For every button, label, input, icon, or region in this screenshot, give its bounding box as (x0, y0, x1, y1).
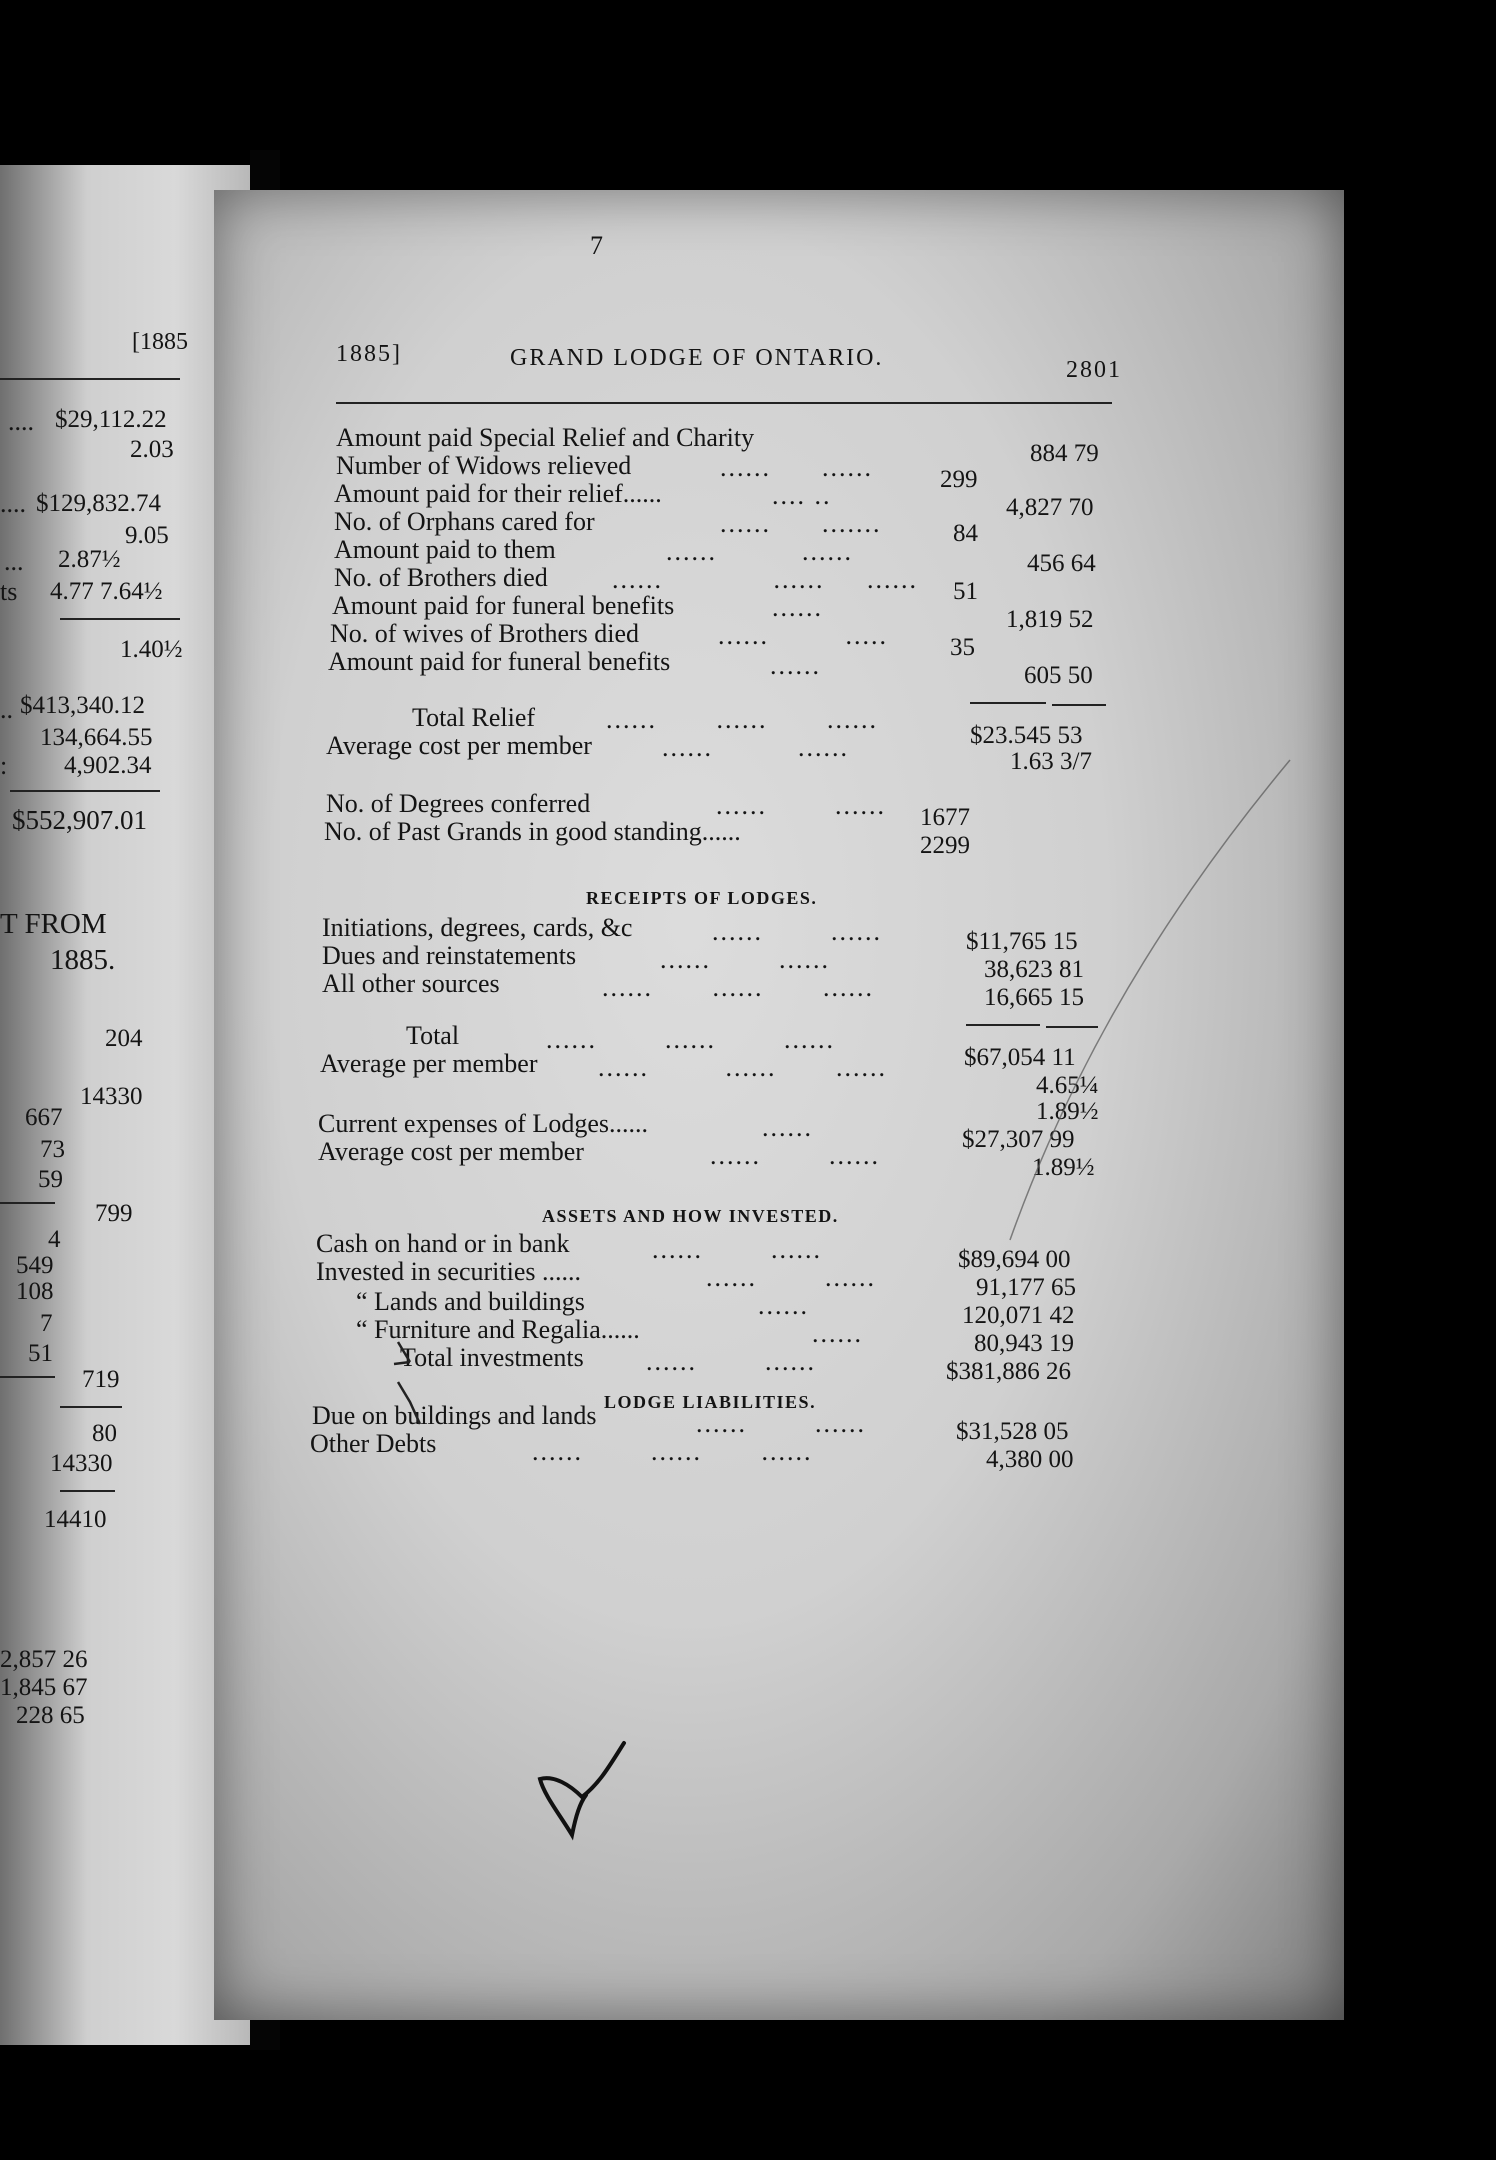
dot-leader: ...... ...... (662, 733, 849, 762)
left-line-label: : (0, 751, 8, 780)
dot-leader: ...... ...... (646, 1347, 816, 1376)
left-line-value: $29,112.22 (55, 406, 167, 433)
avg-per-member-amount: 4.65¼ (1036, 1072, 1099, 1099)
relief-label: Amount paid for funeral benefits (328, 647, 671, 676)
liability-amount: 4,380 00 (986, 1446, 1074, 1473)
sum-rule (1052, 704, 1106, 706)
left-rule (10, 790, 160, 792)
relief-label: Amount paid for their relief...... (334, 479, 662, 508)
left-line-value: $129,832.74 (36, 490, 161, 517)
receipts-total-amount: $67,054 11 (964, 1044, 1076, 1071)
left-line-value: $552,907.01 (12, 805, 147, 835)
avg-per-member-label: Average per member (320, 1049, 538, 1078)
dot-leader: ...... (770, 651, 821, 680)
left-line-label: .. (0, 695, 13, 724)
left-heading: 1885. (50, 944, 116, 976)
receipt-label: Dues and reinstatements (322, 941, 577, 970)
left-line-label: ts (0, 577, 18, 606)
asset-label: Cash on hand or in bank (316, 1229, 570, 1258)
liability-label: Other Debts (310, 1429, 437, 1458)
left-number: 549 (16, 1252, 54, 1279)
left-line-value: 4,902.34 (64, 752, 152, 779)
dot-leader: ...... (762, 1113, 813, 1142)
dot-leader: ...... ...... (706, 1263, 876, 1292)
asset-amount: 120,071 42 (962, 1302, 1075, 1329)
handwritten-mark (530, 1735, 640, 1855)
left-number: 719 (82, 1366, 120, 1393)
receipt-label: Initiations, degrees, cards, &c (322, 913, 633, 942)
past-grands-count: 2299 (920, 832, 970, 859)
left-rule (60, 1490, 115, 1492)
liability-label: Due on buildings and lands (312, 1401, 597, 1430)
left-line-value: 9.05 (125, 522, 169, 549)
relief-count: 299 (940, 466, 978, 493)
dot-leader: ...... ...... (716, 791, 886, 820)
dot-leader: ...... (812, 1319, 863, 1348)
left-number: 59 (38, 1166, 63, 1193)
receipt-label: All other sources (322, 969, 500, 998)
asset-label: Invested in securities ...... (316, 1257, 581, 1286)
left-number: 51 (28, 1340, 53, 1367)
left-number: 108 (16, 1278, 54, 1305)
dot-leader: ...... ...... (652, 1235, 822, 1264)
header-title: GRAND LODGE OF ONTARIO. (510, 345, 884, 371)
dot-leader: ...... ..... (718, 621, 888, 650)
left-header-year: [1885 (132, 329, 188, 355)
relief-count: 84 (953, 520, 978, 547)
relief-count: 35 (950, 634, 975, 661)
left-number: 4 (48, 1226, 61, 1253)
left-line-value: 1.40½ (120, 636, 183, 663)
relief-amount: 4,827 70 (1006, 494, 1094, 521)
left-number: 14330 (50, 1450, 113, 1477)
left-number: 2,857 26 (0, 1646, 88, 1673)
dot-leader: ...... ...... ...... (606, 705, 878, 734)
left-rule (0, 1202, 55, 1204)
pencil-arrow-mark (380, 1330, 460, 1430)
header-page-number: 2801 (1066, 357, 1122, 383)
asset-amount: $381,886 26 (946, 1358, 1071, 1385)
dot-leader: ...... ...... ...... (546, 1025, 835, 1054)
relief-label: Amount paid to them (334, 535, 556, 564)
relief-count: 51 (953, 578, 978, 605)
left-rule (60, 1406, 122, 1408)
dot-leader: ...... ...... (710, 1141, 880, 1170)
left-number: 228 65 (16, 1702, 85, 1729)
relief-label: Amount paid for funeral benefits (332, 591, 675, 620)
asset-amount: $89,694 00 (958, 1246, 1071, 1273)
avg-cost-label: Average cost per member (326, 731, 592, 760)
left-number: 799 (95, 1200, 133, 1227)
asset-label: “ Lands and buildings (356, 1287, 585, 1316)
relief-amount: 1,819 52 (1006, 606, 1094, 633)
dot-leader: ...... (772, 593, 823, 622)
relief-label: Amount paid Special Relief and Charity (336, 423, 755, 452)
past-grands-label: No. of Past Grands in good standing...... (324, 817, 741, 846)
left-line-value: 2.87½ (58, 546, 121, 573)
liability-amount: $31,528 05 (956, 1418, 1069, 1445)
avg-cost-2-label: Average cost per member (318, 1137, 584, 1166)
left-number: 7 (40, 1310, 53, 1337)
dot-leader: ...... ...... ...... (612, 565, 918, 594)
header-rule (336, 402, 1112, 404)
receipts-total-label: Total (406, 1021, 460, 1050)
page-mark: 7 (590, 231, 603, 260)
left-line-value: 2.03 (130, 436, 174, 463)
dot-leader: ...... (758, 1291, 809, 1320)
dot-leader: ...... ...... (696, 1409, 866, 1438)
asset-amount: 80,943 19 (974, 1330, 1074, 1357)
receipt-amount: 38,623 81 (984, 956, 1084, 983)
liabilities-heading: LODGE LIABILITIES. (604, 1392, 817, 1412)
dot-leader: ...... ...... (712, 917, 882, 946)
receipts-heading: RECEIPTS OF LODGES. (586, 888, 818, 908)
degrees-count: 1677 (920, 804, 970, 831)
pencil-line-mark (1000, 750, 1300, 1250)
relief-label: No. of wives of Brothers died (330, 619, 640, 648)
dot-leader: .... .. (772, 481, 832, 510)
sum-rule (970, 702, 1046, 704)
left-number: 80 (92, 1420, 117, 1447)
dot-leader: ...... ...... ...... (532, 1437, 813, 1466)
left-line-label: .... (8, 407, 34, 436)
dot-leader: ...... ...... (666, 537, 853, 566)
left-number: 14330 (80, 1083, 143, 1110)
dot-leader: ...... ...... ...... (598, 1053, 887, 1082)
left-line-label: .... (0, 489, 26, 518)
relief-amount: 884 79 (1030, 440, 1099, 467)
dot-leader: ...... ....... (720, 509, 882, 538)
left-line-value: 134,664.55 (40, 724, 153, 751)
left-header-rule (0, 378, 180, 380)
left-line-value: 4.77 7.64½ (50, 578, 163, 605)
relief-label: No. of Orphans cared for (334, 507, 595, 536)
assets-heading: ASSETS AND HOW INVESTED. (542, 1206, 839, 1226)
left-line-value: $413,340.12 (20, 692, 145, 719)
dot-leader: ...... ...... ...... (602, 973, 874, 1002)
asset-label: Total investments (400, 1343, 584, 1372)
current-expenses-label: Current expenses of Lodges...... (318, 1109, 648, 1138)
total-relief-amount: $23.545 53 (970, 722, 1083, 749)
left-number: 204 (105, 1025, 143, 1052)
left-rule (0, 1376, 55, 1378)
relief-label: Number of Widows relieved (336, 451, 632, 480)
relief-label: No. of Brothers died (334, 563, 548, 592)
current-expenses-amount: $27,307 99 (962, 1126, 1075, 1153)
asset-amount: 91,177 65 (976, 1274, 1076, 1301)
left-number: 14410 (44, 1506, 107, 1533)
relief-amount: 605 50 (1024, 662, 1093, 689)
receipt-amount: $11,765 15 (966, 928, 1078, 955)
dot-leader: ...... ...... (720, 453, 873, 482)
left-number: 667 (25, 1104, 63, 1131)
left-rule (60, 618, 180, 620)
degrees-label: No. of Degrees conferred (326, 789, 591, 818)
avg-cost-amount: 1.63 3/7 (1010, 748, 1092, 775)
asset-label: “ Furniture and Regalia...... (356, 1315, 640, 1344)
left-heading: T FROM (0, 908, 107, 940)
relief-amount: 456 64 (1027, 550, 1096, 577)
avg-cost-2-amount: 1.89½ (1032, 1154, 1095, 1181)
left-number: 73 (40, 1136, 65, 1163)
total-relief-label: Total Relief (412, 703, 536, 732)
left-line-label: ... (4, 547, 24, 576)
extra-value: 1.89½ (1036, 1098, 1099, 1125)
receipt-amount: 16,665 15 (984, 984, 1084, 1011)
left-number: 1,845 67 (0, 1674, 88, 1701)
header-year: 1885] (336, 341, 402, 367)
dot-leader: ...... ...... (660, 945, 830, 974)
